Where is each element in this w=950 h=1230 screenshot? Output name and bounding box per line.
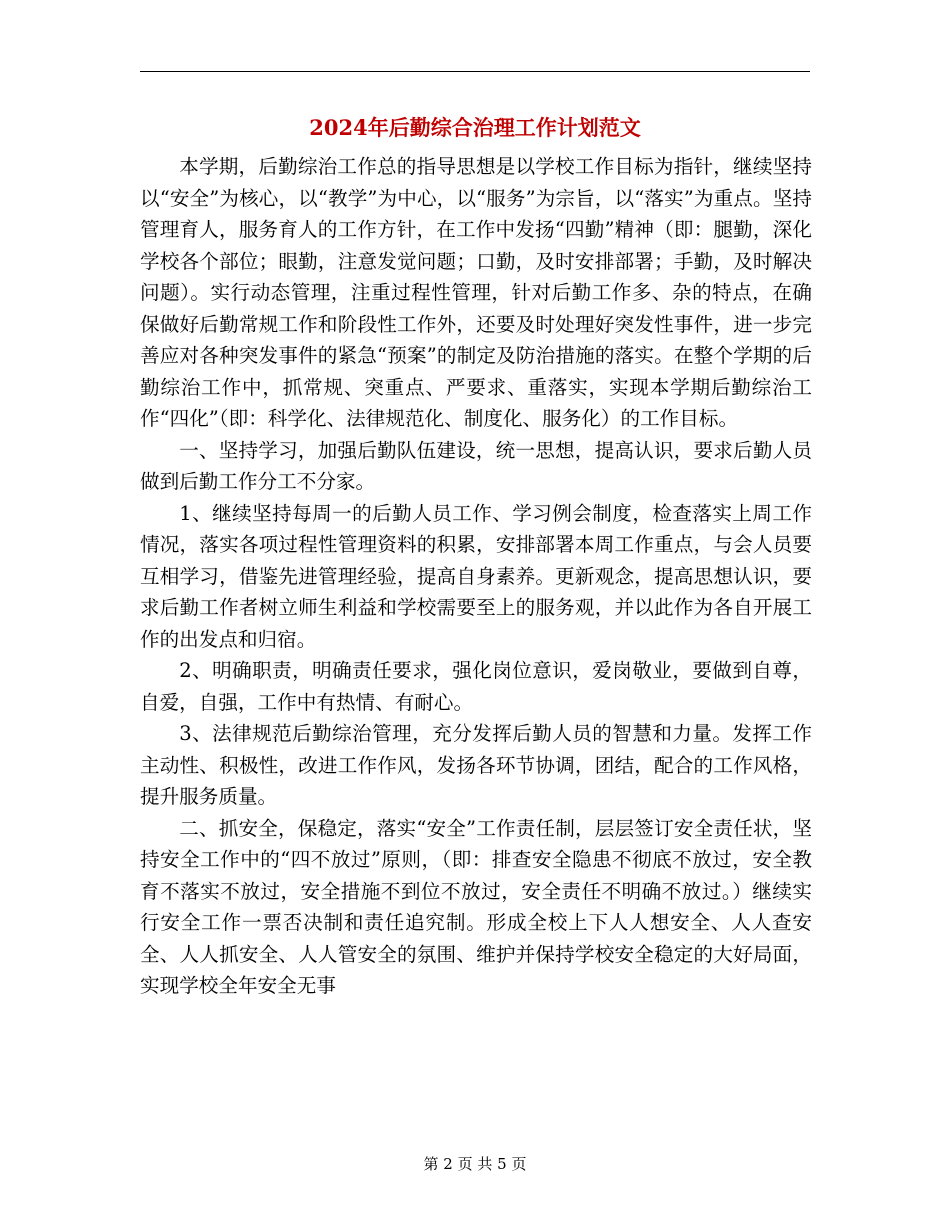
document-body (140, 151, 812, 1002)
paragraph: 2、明确职责，明确责任要求，强化岗位意识，爱岗敬业，要做到自尊，自爱，自强，工作中有热情、有耐心。 (140, 659, 812, 714)
paragraph: 3、法律规范后勤综治管理，充分发挥后勤人员的智慧和力量。发挥工作主动性、积极性，改进工作作风，发扬各环节协调，团结，配合的工作风格，提升服务质量。 (140, 722, 812, 808)
header-rule (140, 71, 810, 72)
paragraph: 二、抓安全，保稳定，落实“安全”工作责任制，层层签订安全责任状，坚持安全工作中的“四不放过”原则，（即：排查安全隐患不彻底不放过，安全教育不落实不放过，安全措施不到位不放过，安全责任不明确不放过。）继续实行安全工作一票否决制和责任追究制。形成全校上下人人想安全、人人查安全、人人抓安全、人人管安全的氛围、维护并保持学校安全稳定的大好局面，实现学校全年安全无事 (140, 816, 812, 997)
paragraph: 1、继续坚持每周一的后勤人员工作、学习例会制度，检查落实上周工作情况，落实各项过程性管理资料的积累，安排部署本周工作重点，与会人员要互相学习，借鉴先进管理经验，提高自身素养。更新观念，提高思想认识，要求后勤工作者树立师生利益和学校需要至上的服务观，并以此作为各自开展工作的出发点和归宿。 (140, 501, 812, 651)
paragraph: 一、坚持学习，加强后勤队伍建设，统一思想，提高认识，要求后勤人员做到后勤工作分工不分家。 (140, 438, 812, 493)
page-number-footer: 第 2 页 共 5 页 (423, 1155, 527, 1173)
paragraph: 本学期，后勤综治工作总的指导思想是以学校工作目标为指针，继续坚持以“安全”为核心，以“教学”为中心，以“服务”为宗旨，以“落实”为重点。坚持管理育人，服务育人的工作方针，在工作中发扬“四勤”精神（即：腿勤，深化学校各个部位；眼勤，注意发觉问题；口勤，及时安排部署；手勤，及时解决问题）。实行动态管理，注重过程性管理，针对后勤工作多、杂的特点，在确保做好后勤常规工作和阶段性工作外，还要及时处理好突发性事件，进一步完善应对各种突发事件的紧急“预案”的制定及防治措施的落实。在整个学期的后勤综治工作中，抓常规、突重点、严要求、重落实，实现本学期后勤综治工作“四化”（即：科学化、法律规范化、制度化、服务化）的工作目标。 (140, 155, 812, 430)
document-title: 2024年后勤综合治理工作计划范文 (309, 115, 641, 140)
